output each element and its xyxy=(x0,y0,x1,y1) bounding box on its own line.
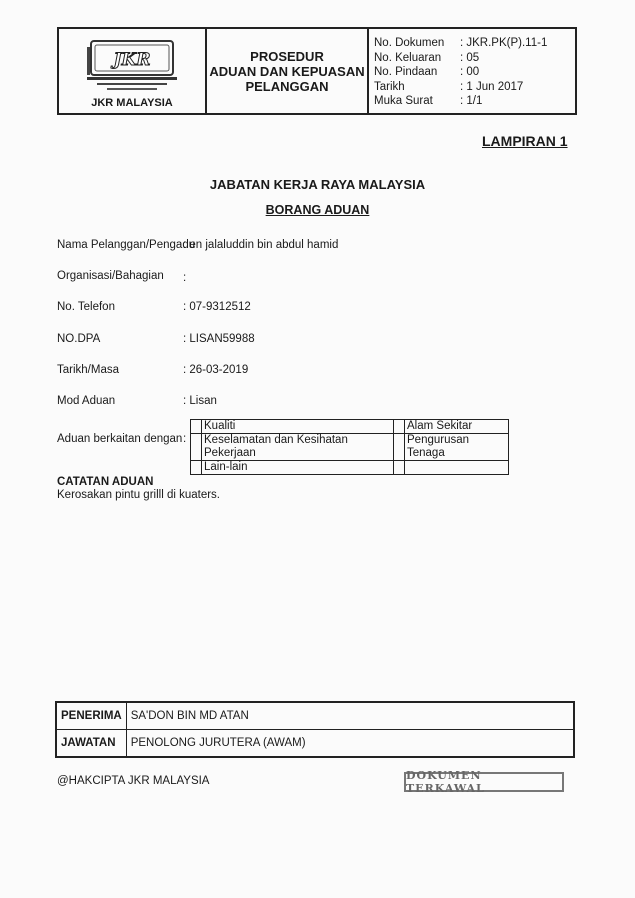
form-title-text: BORANG ADUAN xyxy=(265,203,370,217)
controlled-document-stamp: DOKUMEN TERKAWAL xyxy=(404,772,564,792)
meta-value: : 05 xyxy=(460,51,480,64)
logo-label: JKR MALAYSIA xyxy=(91,97,173,109)
nama-label: Nama Pelanggan/Pengadu xyxy=(57,239,196,251)
penerima-label: PENERIMA xyxy=(56,702,126,730)
penerima-row xyxy=(56,702,574,730)
procedure-title-line: ADUAN DAN KEPUASAN xyxy=(209,63,365,79)
copyright: @HAKCIPTA JKR MALAYSIA xyxy=(57,775,210,787)
meta-label: No. Pindaan xyxy=(374,66,438,78)
category-option: Pengurusan Tenaga xyxy=(405,434,509,461)
category-checkbox[interactable] xyxy=(394,420,405,434)
catatan-text: Kerosakan pintu grilll di kuaters. xyxy=(57,489,220,501)
catatan-heading: CATATAN ADUAN xyxy=(57,476,154,488)
mod-value: : Lisan xyxy=(183,395,217,407)
jawatan-row xyxy=(56,730,574,758)
dpa-value: : LISAN59988 xyxy=(183,333,255,345)
category-option: Alam Sekitar xyxy=(405,420,509,434)
category-option xyxy=(405,461,509,475)
category-row xyxy=(191,420,509,434)
document-meta xyxy=(374,36,547,109)
meta-label: Muka Surat xyxy=(374,95,433,107)
mod-label: Mod Aduan xyxy=(57,395,116,407)
meta-row xyxy=(374,94,547,109)
department-title: JABATAN KERJA RAYA MALAYSIA xyxy=(209,177,426,192)
procedure-title-line: PELANGGAN xyxy=(245,78,329,94)
meta-label: No. Keluaran xyxy=(374,51,442,64)
category-option: Keselamatan dan Kesihatan Pekerjaan xyxy=(202,434,394,461)
meta-label: Tarikh xyxy=(374,80,405,93)
meta-value: : 1 Jun 2017 xyxy=(460,80,524,93)
category-checkbox[interactable] xyxy=(394,461,405,475)
category-checkbox[interactable] xyxy=(191,461,202,475)
svg-text:JKR: JKR xyxy=(113,50,151,70)
telefon-value: : 07-9312512 xyxy=(183,301,251,313)
jkr-logo-icon xyxy=(57,27,207,97)
procedure-title-line: PROSEDUR xyxy=(250,48,324,64)
organisasi-label: Organisasi/Bahagian xyxy=(57,270,164,282)
meta-value: : JKR.PK(P).11-1 xyxy=(460,37,548,49)
category-option: Lain-lain xyxy=(202,461,394,475)
organisasi-value: : xyxy=(183,272,187,284)
tarikh-value: : 26-03-2019 xyxy=(183,364,249,376)
jawatan-value: PENOLONG JURUTERA (AWAM) xyxy=(126,730,574,758)
meta-row xyxy=(374,80,547,95)
meta-value: : 1/1 xyxy=(460,95,483,107)
category-checkbox[interactable] xyxy=(191,434,202,461)
meta-row xyxy=(374,51,547,66)
tarikh-label: Tarikh/Masa xyxy=(57,364,119,376)
meta-value: : 00 xyxy=(460,66,480,78)
dpa-label: NO.DPA xyxy=(57,333,101,345)
category-table xyxy=(190,419,509,475)
telefon-label: No. Telefon xyxy=(57,301,115,313)
category-checkbox[interactable] xyxy=(191,420,202,434)
category-row xyxy=(191,461,509,475)
penerima-value: SA'DON BIN MD ATAN xyxy=(126,702,574,730)
jawatan-label: JAWATAN xyxy=(56,730,126,758)
procedure-title xyxy=(207,27,369,115)
aduan-label: Aduan berkaitan dengan xyxy=(57,433,183,445)
aduan-value: : xyxy=(183,433,187,445)
category-row xyxy=(191,434,509,461)
meta-row xyxy=(374,65,547,80)
signature-table xyxy=(55,701,575,758)
category-checkbox[interactable] xyxy=(394,434,405,461)
form-title xyxy=(0,203,635,217)
nama-value: : en jalaluddin bin abdul hamid xyxy=(183,239,339,251)
category-option: Kualiti xyxy=(202,420,394,434)
meta-row xyxy=(374,36,547,51)
meta-label: No. Dokumen xyxy=(374,37,445,49)
lampiran-label: LAMPIRAN 1 xyxy=(482,133,568,149)
